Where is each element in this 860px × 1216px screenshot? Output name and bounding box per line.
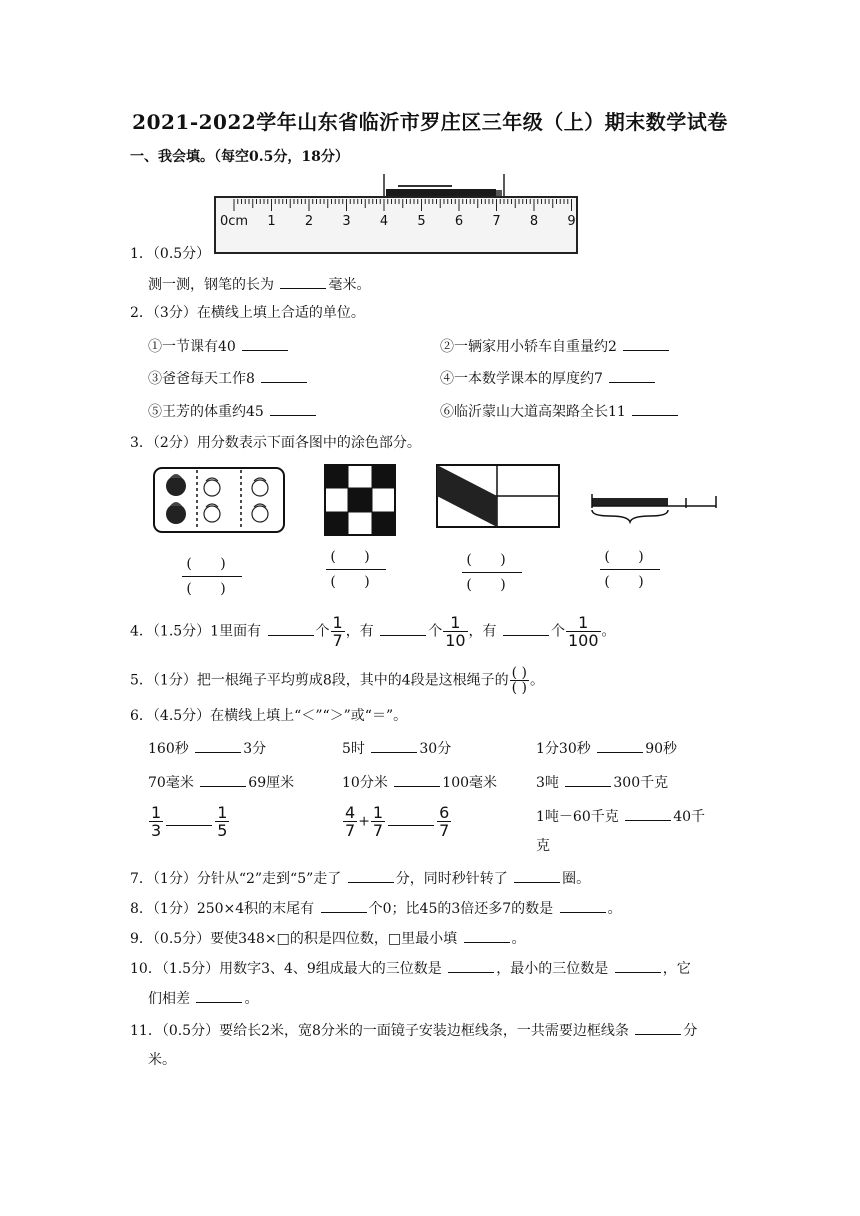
q9-blank[interactable] xyxy=(464,928,510,943)
q6-r1c1: 160秒 3分 xyxy=(148,738,266,759)
q6-blank-1[interactable] xyxy=(195,738,241,753)
q1-text xyxy=(148,274,370,295)
q11-wrap: 米。 xyxy=(148,1052,176,1068)
q2-item-2: ②一辆家用小轿车自重量约2 xyxy=(440,336,671,357)
q3-heading: 3．（2分）用分数表示下面各图中的涂色部分。 xyxy=(130,435,421,451)
q4-fraction-3: $\frac{1}{100}$ xyxy=(568,613,599,650)
q7-blank-1[interactable] xyxy=(348,868,394,883)
q6-blank-4[interactable] xyxy=(200,772,246,787)
q6-fraction-1a: $\frac{1}{3}$ xyxy=(151,803,162,840)
q6-blank-5[interactable] xyxy=(394,772,440,787)
ruler-label: 7 xyxy=(492,214,501,229)
q2-item-1: ①一节课有40 xyxy=(148,336,290,357)
page-title: 2021-2022学年山东省临沂市罗庄区三年级（上）期末数学试卷 xyxy=(132,110,728,134)
q3-figure-peaches xyxy=(152,466,286,534)
q6-fraction-2b: $\frac{1}{7}$ xyxy=(372,803,384,840)
q4-fraction-2: $\frac{1}{10}$ xyxy=(445,613,466,650)
q6-r1c3: 1分30秒 90秒 xyxy=(536,738,677,759)
q6-fraction-2a: $\frac{4}{7}$ xyxy=(345,803,356,840)
ruler-label: 5 xyxy=(417,214,426,229)
q6-blank-9[interactable] xyxy=(625,806,671,821)
q2-item-5: ⑤王芳的体重约45 xyxy=(148,401,318,422)
q1-prompt: 测一测，钢笔的长为 xyxy=(148,277,274,293)
q6-r3c2 xyxy=(342,804,452,839)
q6-r3c1 xyxy=(148,804,230,839)
q6-fraction-1b: $\frac{1}{5}$ xyxy=(217,803,228,840)
ruler-label: 6 xyxy=(454,214,464,229)
q1-number: 1．（0.5分） xyxy=(130,246,211,262)
q7-blank-2[interactable] xyxy=(514,868,560,883)
q5-fraction[interactable]: $\frac{( )}{( )}$ xyxy=(511,665,528,696)
q2-blank-4[interactable] xyxy=(609,368,655,383)
q2-item-4: ④一本数学课本的厚度约7 xyxy=(440,368,657,389)
q4: 4．（1.5分）1里面有 个 $\frac{1}{7}$ ，有 个 $\frac{1}{10}$ ，有 个 $\frac{1}{100}$ 。 xyxy=(130,613,616,650)
q9: 9．（0.5分）要使348×□的积是四位数，□里最小填 。 xyxy=(130,928,526,949)
ruler-label: 9 xyxy=(567,214,576,229)
q6-blank-6[interactable] xyxy=(565,772,611,787)
q2-blank-3[interactable] xyxy=(261,368,307,383)
q6-r2c1: 70毫米 69厘米 xyxy=(148,772,294,793)
ruler-label: 0cm xyxy=(219,214,249,229)
q6-r1c2: 5时 30分 xyxy=(342,738,451,759)
q2-heading: 2．（3分）在横线上填上合适的单位。 xyxy=(130,305,365,321)
q3-figure-rectangle xyxy=(436,464,560,528)
q2-item-3: ③爸爸每天工作8 xyxy=(148,368,309,389)
q2-blank-1[interactable] xyxy=(242,336,288,351)
q6-r2c2: 10分米 100毫米 xyxy=(342,772,497,793)
q6-blank-7[interactable] xyxy=(166,811,212,826)
q8-blank-2[interactable] xyxy=(560,898,606,913)
q6-r2c3: 3吨 300千克 xyxy=(536,772,668,793)
q4-blank-3[interactable] xyxy=(503,621,549,636)
q3-figure-segment xyxy=(590,492,720,524)
plus-sign: + xyxy=(358,813,370,830)
ruler-label: 1 xyxy=(267,214,276,229)
q2-blank-5[interactable] xyxy=(270,401,316,416)
q8-blank-1[interactable] xyxy=(321,898,367,913)
q3-answer-3[interactable]: ( ) ( ) xyxy=(462,552,522,593)
q10-blank-1[interactable] xyxy=(448,958,494,973)
q10: 10．（1.5分）用数字3、4、9组成最大的三位数是 ，最小的三位数是 ，它 xyxy=(130,958,691,979)
q3-answer-1[interactable]: ( ) ( ) xyxy=(182,556,242,597)
q6-fraction-2c: $\frac{6}{7}$ xyxy=(439,803,450,840)
q6-r3c3: 1吨－60千克 40千 xyxy=(536,806,705,827)
q6-heading: 6．（4.5分）在横线上填上“＜”“＞”或“＝”。 xyxy=(130,708,408,724)
q6-r3c3-wrap: 克 xyxy=(536,838,550,854)
q8: 8．（1分）250×4积的末尾有 个0；比45的3倍还多7的数是 。 xyxy=(130,898,622,919)
q1-unit: 毫米。 xyxy=(328,277,371,293)
q6-blank-8[interactable] xyxy=(388,811,434,826)
section-heading: 一、我会填。（每空0.5分，18分） xyxy=(130,149,349,165)
q5: 5．（1分）把一根绳子平均剪成8段，其中的4段是这根绳子的 $\frac{( )}{( )}$ 。 xyxy=(130,665,545,696)
pen xyxy=(386,189,496,197)
ruler-label: 8 xyxy=(529,214,539,229)
q4-fraction-1: $\frac{1}{7}$ xyxy=(332,613,343,650)
q3-figure-grid xyxy=(324,464,396,536)
q11: 11．（0.5分）要给长2米，宽8分米的一面镜子安装边框线条，一共需要边框线条 分 xyxy=(130,1020,697,1041)
q3-answer-2[interactable]: ( ) ( ) xyxy=(326,549,386,590)
ruler-label: 3 xyxy=(342,214,351,229)
q2-item-6: ⑥临沂蒙山大道高架路全长11 xyxy=(440,401,680,422)
q4-blank-2[interactable] xyxy=(380,621,426,636)
q7: 7．（1分）分针从“2”走到“5”走了 分，同时秒针转了 圈。 xyxy=(130,868,590,889)
q6-blank-3[interactable] xyxy=(597,738,643,753)
q10-blank-3[interactable] xyxy=(196,988,242,1003)
ruler-label: 2 xyxy=(304,214,314,229)
q2-blank-2[interactable] xyxy=(623,336,669,351)
q6-blank-2[interactable] xyxy=(371,738,417,753)
q10-wrap: 们相差 。 xyxy=(148,988,258,1009)
ruler-pen-figure xyxy=(212,172,582,258)
q10-blank-2[interactable] xyxy=(615,958,661,973)
q4-blank-1[interactable] xyxy=(268,621,314,636)
q1-blank[interactable] xyxy=(280,274,326,289)
q3-answer-4[interactable]: ( ) ( ) xyxy=(600,549,660,590)
q2-blank-6[interactable] xyxy=(632,401,678,416)
ruler-label: 4 xyxy=(379,214,389,229)
q11-blank[interactable] xyxy=(635,1020,681,1035)
